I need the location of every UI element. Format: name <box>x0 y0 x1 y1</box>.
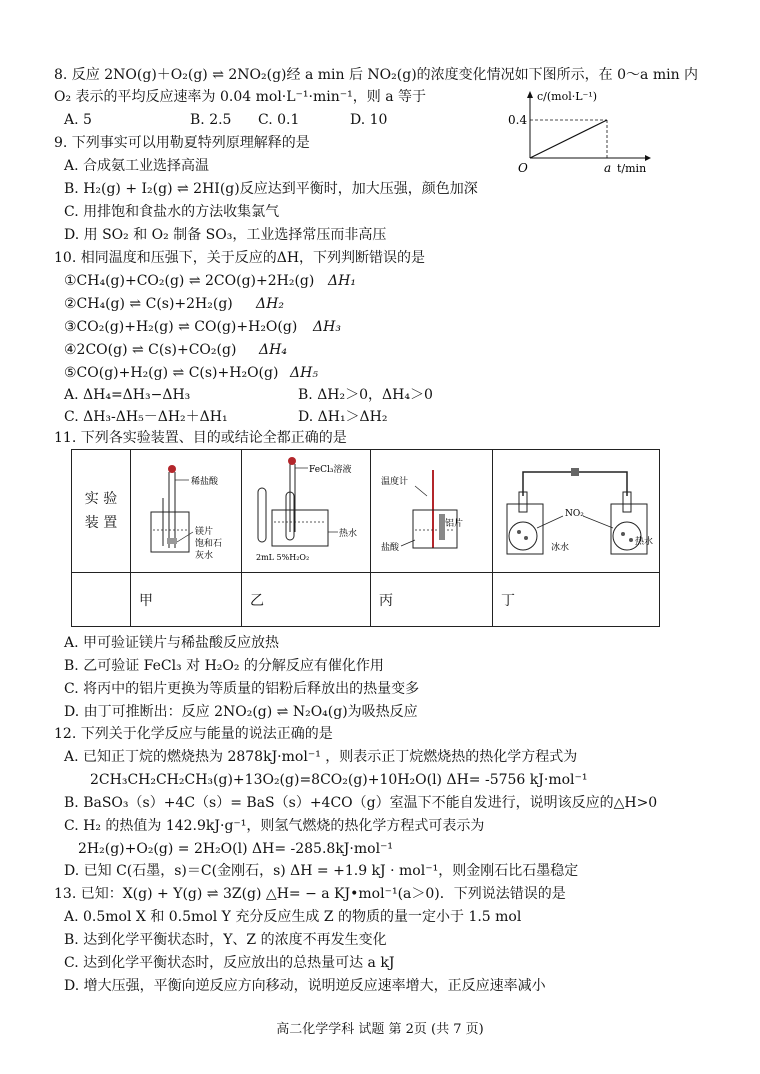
q11-figure-yi-cell <box>242 450 371 573</box>
q8-xlabel: t/min <box>617 162 647 175</box>
q13-option-b: B. 达到化学平衡状态时，Y、Z 的浓度不再发生变化 <box>64 932 387 948</box>
q10-reaction-2: ②CH₄(g) ⇌ C(s)+2H₂(g) <box>64 296 233 312</box>
q8-stem-line1: 8. 反应 2NO(g)＋O₂(g) ⇌ 2NO₂(g)经 a min 后 NO₂(g)的浓度变化情况如下图所示，在 0～a min 内 <box>54 67 699 83</box>
svg-text:铝片: 铝片 <box>445 519 464 529</box>
q9-option-d: D. 用 SO₂ 和 O₂ 制备 SO₃，工业选择常压而非高压 <box>64 227 387 243</box>
q8-option-d: D. 10 <box>350 112 388 128</box>
q12-option-d: D. 已知 C(石墨，s)＝C(金刚石，s) ΔH = +1.9 kJ · mol⁻¹，则金刚石比石墨稳定 <box>64 863 579 879</box>
q10-reaction-1: ①CH₄(g)+CO₂(g) ⇌ 2CO(g)+2H₂(g) <box>64 273 315 289</box>
q8-option-a: A. 5 <box>64 112 92 128</box>
q13-option-d: D. 增大压强，平衡向逆反应方向移动，说明逆反应速率增大，正反应速率减小 <box>64 978 546 994</box>
svg-text:温度计: 温度计 <box>381 477 409 487</box>
q8-xtick: a <box>604 161 612 175</box>
q8-option-b: B. 2.5 <box>190 112 232 128</box>
q8-ytick: 0.4 <box>508 113 528 127</box>
q11-option-c: C. 将丙中的铝片更换为等质量的铝粉后释放出的热量变多 <box>64 681 420 697</box>
q9-option-c: C. 用排饱和食盐水的方法收集氯气 <box>64 204 280 220</box>
q11-label-bing: 丙 <box>371 573 493 627</box>
svg-text:镁片: 镁片 <box>195 527 214 537</box>
q8-origin: O <box>518 161 528 175</box>
q11-figure-jia <box>131 450 241 568</box>
q12-option-a-equation: 2CH₃CH₂CH₂CH₃(g)+13O₂(g)=8CO₂(g)+10H₂O(l) ΔH= -5756 kJ·mol⁻¹ <box>90 772 588 788</box>
q8-stem-line2: O₂ 表示的平均反应速率为 0.04 mol·L⁻¹·min⁻¹，则 a 等于 <box>54 89 427 105</box>
q10-reaction-4: ④2CO(g) ⇌ C(s)+CO₂(g) <box>64 342 237 358</box>
q12-option-b: B. BaSO₃（s）+4C（s）= BaS（s）+4CO（g）室温下不能自发进行，说明该反应的△H>0 <box>64 795 658 811</box>
q8-ylabel: c/(mol·L⁻¹) <box>537 90 598 103</box>
q11-row-header: 实 验 装 置 <box>72 450 131 573</box>
q8-option-c: C. 0.1 <box>258 112 300 128</box>
svg-text:热水: 热水 <box>339 529 358 539</box>
q13-option-c: C. 达到化学平衡状态时，反应放出的总热量可达 a kJ <box>64 955 395 971</box>
q8-concentration-graph <box>505 88 655 176</box>
q9-option-b: B. H₂(g) + I₂(g) ⇌ 2HI(g)反应达到平衡时，加大压强，颜色加深 <box>64 181 478 197</box>
q11-figure-yi <box>242 450 370 568</box>
q12-stem: 12. 下列关于化学反应与能量的说法正确的是 <box>54 726 333 742</box>
svg-text:热水: 热水 <box>635 537 654 547</box>
svg-text:NO₂: NO₂ <box>565 509 584 519</box>
q11-label-row-header <box>72 573 131 627</box>
q10-option-a: A. ΔH₄=ΔH₃−ΔH₃ <box>64 387 191 403</box>
q13-option-a: A. 0.5mol X 和 0.5mol Y 充分反应生成 Z 的物质的量一定小于 1.5 mol <box>64 909 522 925</box>
q11-option-a: A. 甲可验证镁片与稀盐酸反应放热 <box>64 635 280 651</box>
q11-figure-ding <box>493 450 659 568</box>
q10-dh-1: ΔH₁ <box>328 273 356 289</box>
svg-text:2mL 5%H₂O₂: 2mL 5%H₂O₂ <box>256 553 310 562</box>
q10-dh-3: ΔH₃ <box>313 319 341 335</box>
q11-option-b: B. 乙可验证 FeCl₃ 对 H₂O₂ 的分解反应有催化作用 <box>64 658 384 674</box>
q11-figure-ding-cell <box>493 450 660 573</box>
q10-option-c: C. ΔH₃-ΔH₅－ΔH₂＋ΔH₁ <box>64 409 228 425</box>
q11-label-ding: 丁 <box>493 573 660 627</box>
q10-dh-2: ΔH₂ <box>256 296 284 312</box>
q11-stem: 11. 下列各实验装置、目的或结论全都正确的是 <box>54 430 347 446</box>
q9-option-a: A. 合成氨工业选择高温 <box>64 158 210 174</box>
q12-option-a: A. 已知正丁烷的燃烧热为 2878kJ·mol⁻¹ ，则表示正丁烷燃烧热的热化学方程式为 <box>64 749 578 765</box>
q10-option-d: D. ΔH₁＞ΔH₂ <box>298 409 388 425</box>
q8-line-series <box>530 120 607 158</box>
q12-option-c: C. H₂ 的热值为 142.9kJ·g⁻¹，则氢气燃烧的热化学方程式可表示为 <box>64 818 485 834</box>
q13-stem: 13. 已知：X(g) + Y(g) ⇌ 3Z(g) △H= − a KJ•mol⁻¹(a＞0)．下列说法错误的是 <box>54 886 566 902</box>
q11-figure-bing-cell <box>371 450 493 573</box>
q9-stem: 9. 下列事实可以用勒夏特列原理解释的是 <box>54 135 310 151</box>
q10-option-b: B. ΔH₂＞0，ΔH₄＞0 <box>298 387 433 403</box>
q11-figure-bing <box>371 450 492 568</box>
q11-label-jia: 甲 <box>131 573 242 627</box>
q10-reaction-5: ⑤CO(g)+H₂(g) ⇌ C(s)+H₂O(g) <box>64 365 279 381</box>
q10-stem: 10. 相同温度和压强下，关于反应的ΔH，下列判断错误的是 <box>54 250 426 266</box>
q11-figure-jia-cell <box>131 450 242 573</box>
svg-text:稀盐酸: 稀盐酸 <box>191 477 219 487</box>
q11-label-yi: 乙 <box>242 573 371 627</box>
svg-text:饱和石: 饱和石 <box>195 539 223 549</box>
svg-text:盐酸: 盐酸 <box>381 543 400 553</box>
q10-reaction-3: ③CO₂(g)+H₂(g) ⇌ CO(g)+H₂O(g) <box>64 319 298 335</box>
svg-text:冰水: 冰水 <box>551 543 570 553</box>
q11-option-d: D. 由丁可推断出：反应 2NO₂(g) ⇌ N₂O₄(g)为吸热反应 <box>64 704 418 720</box>
q10-dh-5: ΔH₅ <box>290 365 318 381</box>
q12-option-c-equation: 2H₂(g)+O₂(g) = 2H₂O(l) ΔH= -285.8kJ·mol⁻¹ <box>78 841 394 857</box>
page-footer: 高二化学学科 试题 第 2页 (共 7 页) <box>276 1022 484 1037</box>
q10-dh-4: ΔH₄ <box>259 342 287 358</box>
svg-text:灰水: 灰水 <box>195 551 214 561</box>
q11-apparatus-table <box>71 449 660 627</box>
svg-text:FeCl₃溶液: FeCl₃溶液 <box>309 465 352 475</box>
